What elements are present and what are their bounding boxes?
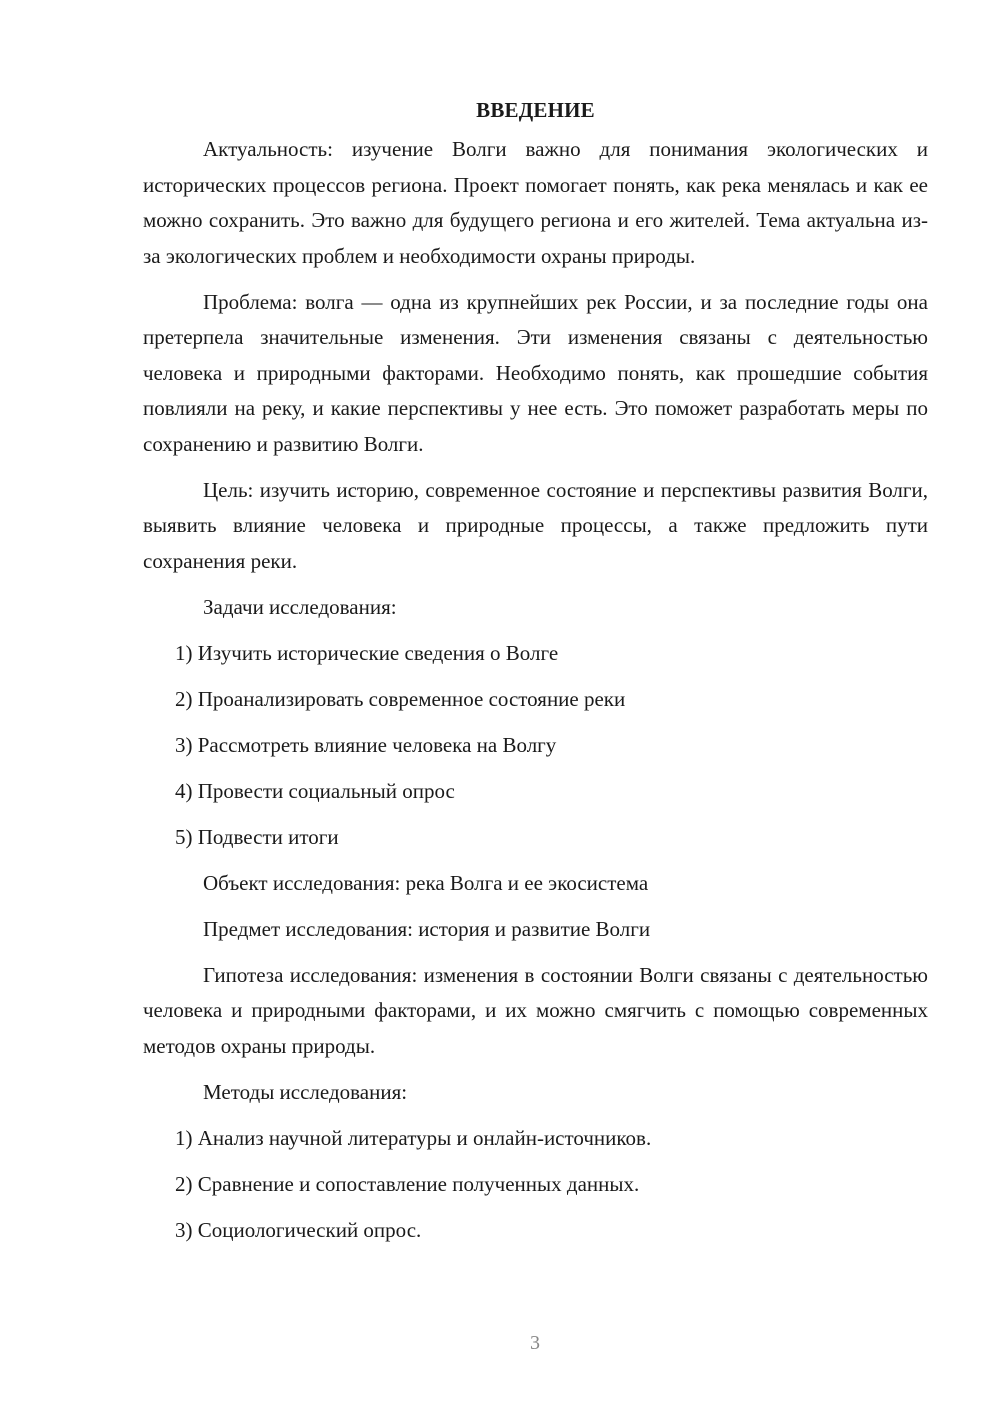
task-item: 5) Подвести итоги	[175, 824, 339, 849]
relevance-paragraph: Актуальность: изучение Волги важно для понимания экологических и исторических процессов региона. Проект помогает понять, как река менялась и как ее можно сохранить. Это важно для будущего региона и его жителей. Тема актуальна из-за экологических проблем и необходимости охраны природы.	[143, 137, 928, 268]
research-object: Объект исследования: река Волга и ее экосистема	[203, 870, 649, 895]
page-title: ВВЕДЕНИЕ	[476, 98, 595, 122]
method-item: 3) Социологический опрос.	[175, 1217, 422, 1242]
tasks-heading: Задачи исследования:	[203, 594, 397, 619]
method-item: 1) Анализ научной литературы и онлайн-источников.	[175, 1125, 652, 1150]
method-item: 2) Сравнение и сопоставление полученных данных.	[175, 1171, 640, 1196]
goal-paragraph: Цель: изучить историю, современное состояние и перспективы развития Волги, выявить влияние человека и природные процессы, а также предложить пути сохранения реки.	[143, 477, 928, 573]
task-item: 4) Провести социальный опрос	[175, 778, 455, 803]
research-subject: Предмет исследования: история и развитие Волги	[203, 916, 651, 941]
document-page	[143, 92, 928, 1259]
problem-paragraph: Проблема: волга — одна из крупнейших рек России, и за последние годы она претерпела значительные изменения. Эти изменения связаны с деятельностью человека и природными факторами. Необходимо понять, как прошедшие события повлияли на реку, и какие перспективы у нее есть. Это поможет разработать меры по сохранению и развитию Волги.	[143, 289, 928, 456]
task-item: 2) Проанализировать современное состояние реки	[175, 686, 626, 711]
methods-heading: Методы исследования:	[203, 1079, 408, 1104]
task-item: 3) Рассмотреть влияние человека на Волгу	[175, 732, 557, 757]
page-number: 3	[530, 1332, 540, 1354]
hypothesis-paragraph: Гипотеза исследования: изменения в состоянии Волги связаны с деятельностью человека и природными факторами, и их можно смягчить с помощью современных методов охраны природы.	[143, 962, 928, 1058]
task-item: 1) Изучить исторические сведения о Волге	[175, 640, 559, 665]
